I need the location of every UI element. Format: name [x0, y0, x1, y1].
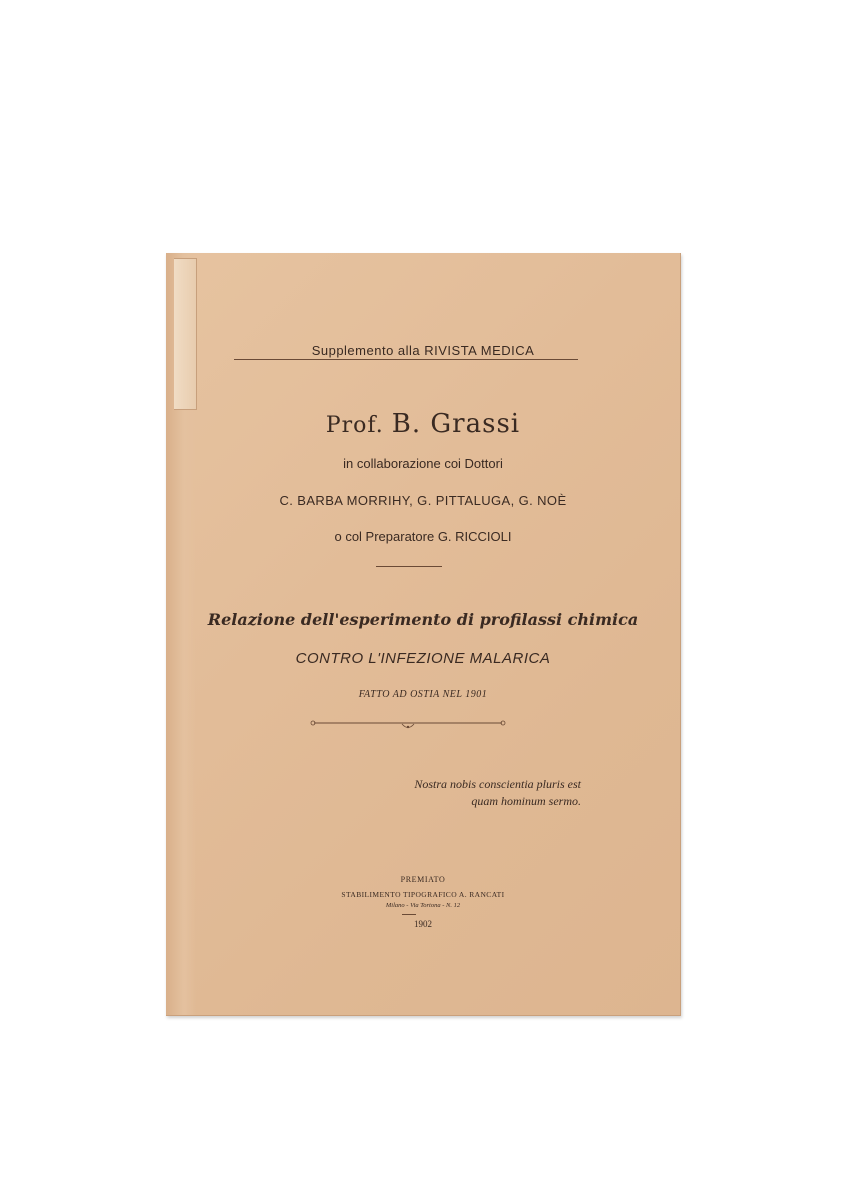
publisher-address: Milano - Via Tortona - N. 12 [385, 902, 461, 909]
author-prefix: Prof. [325, 413, 384, 438]
collaboration-line: in collaborazione coi Dottori [343, 456, 503, 471]
document-cover [166, 253, 681, 1016]
author-name [166, 409, 680, 439]
year-dash [402, 914, 416, 915]
motto-line-2: quam hominum sermo. [471, 794, 581, 808]
publication-year: 1902 [414, 919, 432, 929]
title-line-2: CONTRO L'INFEZIONE MALARICA [295, 650, 551, 667]
latin-motto [361, 776, 581, 810]
supplement-heading: Supplemento alla RIVISTA MEDICA [311, 343, 535, 358]
torn-spine-strip [174, 258, 197, 410]
short-divider [376, 566, 442, 567]
place-date: FATTO AD OSTIA NEL 1901 [358, 689, 488, 700]
title-line-1: Relazione dell'esperimento di profilassi chimica [207, 610, 639, 629]
publisher-name: STABILIMENTO TIPOGRAFICO A. RANCATI [341, 890, 505, 899]
header-rule [234, 359, 578, 360]
preparator-line: o col Preparatore G. RICCIOLI [334, 529, 512, 544]
fleuron-ornament [310, 718, 506, 732]
author-surname: B. Grassi [391, 409, 521, 439]
motto-line-1: Nostra nobis conscientia pluris est [414, 777, 581, 791]
publisher-award: PREMIATO [400, 875, 446, 884]
collaborators-line: C. BARBA MORRIHY, G. PITTALUGA, G. NOÈ [279, 493, 567, 508]
